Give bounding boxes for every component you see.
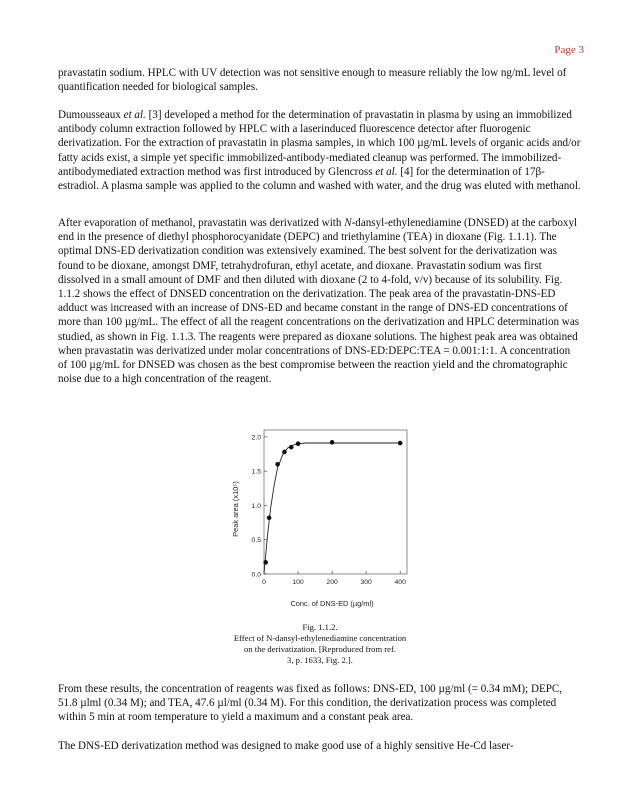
paragraph-3-text-a: After evaporation of methanol, pravastatin was derivatized with	[58, 217, 345, 229]
n-prefix: N	[344, 217, 352, 229]
paragraph-1	[58, 66, 582, 94]
data-point	[282, 450, 287, 455]
x-tick-label: 0	[262, 579, 266, 586]
data-point	[296, 441, 301, 446]
data-point	[275, 462, 280, 467]
data-point	[289, 445, 294, 450]
paragraph-3	[58, 216, 582, 386]
data-point	[330, 440, 335, 445]
figure-1-1-2-chart	[224, 418, 424, 616]
data-point	[263, 560, 268, 565]
figure-caption	[170, 622, 470, 666]
paragraph-5	[58, 739, 582, 753]
y-tick-label: 1.0	[251, 502, 261, 510]
x-tick-label: 400	[394, 579, 406, 586]
caption-line: on the derivatization. [Reproduced from ref.	[243, 644, 396, 654]
y-tick-label: 1.5	[251, 468, 261, 476]
y-tick-label: 0.5	[251, 537, 261, 545]
x-tick-label: 100	[292, 579, 304, 586]
et-al: et al.	[123, 109, 146, 121]
et-al: et al.	[375, 165, 398, 178]
y-tick-label: 0.0	[251, 571, 261, 579]
caption-line: Effect of N-dansyl-ethylenediamine concentration	[233, 633, 407, 643]
paragraph-1-text: pravastatin sodium. HPLC with UV detection was not sensitive enough to measure reliably the low ng/mL level of quantification needed for biological samples.	[58, 67, 567, 94]
paragraph-5-text: The DNS-ED derivatization method was designed to make good use of a highly sensitive He-Cd laser-	[58, 740, 514, 752]
paragraph-2-text-c: [4] for the determination of 17β-estradiol. A plasma sample was applied to the column and washed with water, and the drug was eluted with methanol.	[58, 165, 581, 193]
paragraph-4-text: From these results, the concentration of reagents was fixed as follows: DNS-ED, 100 µg/ml (= 0.34 mM); DEPC, 51.8 µlml (0.34 M); and TEA, 47.6 µl/ml (0.34 M). For this condition, the derivatization process was completed within 5 min at room temperature to yield a maximum and a constant peak area.	[58, 683, 563, 724]
paragraph-4	[58, 682, 582, 725]
paragraph-3-text-b: -dansyl-ethylenediamine (DNSED) at the carboxyl end in the presence of diethyl phosphorocyanidate (DEPC) and triethylamine (TEA) in dioxane (Fig. 1.1.1). The optimal DNS-ED derivatization condition was extensively examined. The best solvent for the derivatization was found to be dioxane, amongst DMF, tetrahydrofuran, ethyl acetate, and dioxane. Pravastatin sodium was first dissolved in a small amount of DMF and then diluted with dioxane (2 to 4-fold, v/v) because of its solubility. Fig. 1.1.2 shows the effect of DNSED concentration on the derivatization. The peak area of the pravastatin-DNS-ED adduct was increased with an increase of DNS-ED and became constant in the range of DNS-ED concentrations of more than 100 µg/mL. The effect of all the reagent concentrations on the derivatization and HPLC determination was studied, as shown in Fig. 1.1.3. The reagents were prepared as dioxane solutions. The highest peak area was obtained when pravastatin was derivatized under molar concentrations of DNS-ED:DEPC:TEA = 0.001:1:1. A concentration of 100 µg/mL for DNSED was chosen as the best compromise between the reaction yield and the chromatographic noise due to a high concentration of the reagent.	[58, 217, 580, 386]
x-tick-label: 300	[360, 579, 372, 586]
data-point	[398, 441, 403, 446]
paragraph-2	[58, 108, 582, 193]
paragraph-2-text-a: Dumousseaux	[58, 109, 124, 121]
y-tick-label: 2.0	[251, 434, 261, 442]
x-tick-label: 200	[326, 579, 338, 586]
caption-line: Fig. 1.1.2.	[302, 622, 338, 632]
x-axis-label: Conc. of DNS-ED (µg/ml)	[290, 599, 374, 608]
paragraph-2-text-b: [3] developed a method for the determination of pravastatin in plasma by using an immobilized antibody column extraction followed by HPLC with a laserinduced fluorescence detector after fluorogenic derivatization. For the extraction of pravastatin in plasma samples, in which 100 µg/mL levels of organic acids and/or fatty acids exist, a simple yet specific immobilized-antibody-mediated cleanup was performed. The immobilized-antibodymediated extraction method was first introduced by Glencross	[58, 109, 581, 178]
page-number: Page 3	[554, 44, 584, 56]
y-axis-label: Peak area (x10⁵)	[231, 481, 240, 537]
data-point	[267, 515, 272, 520]
fit-curve	[264, 443, 400, 574]
caption-line: 3, p. 1633, Fig. 2.].	[287, 655, 353, 665]
